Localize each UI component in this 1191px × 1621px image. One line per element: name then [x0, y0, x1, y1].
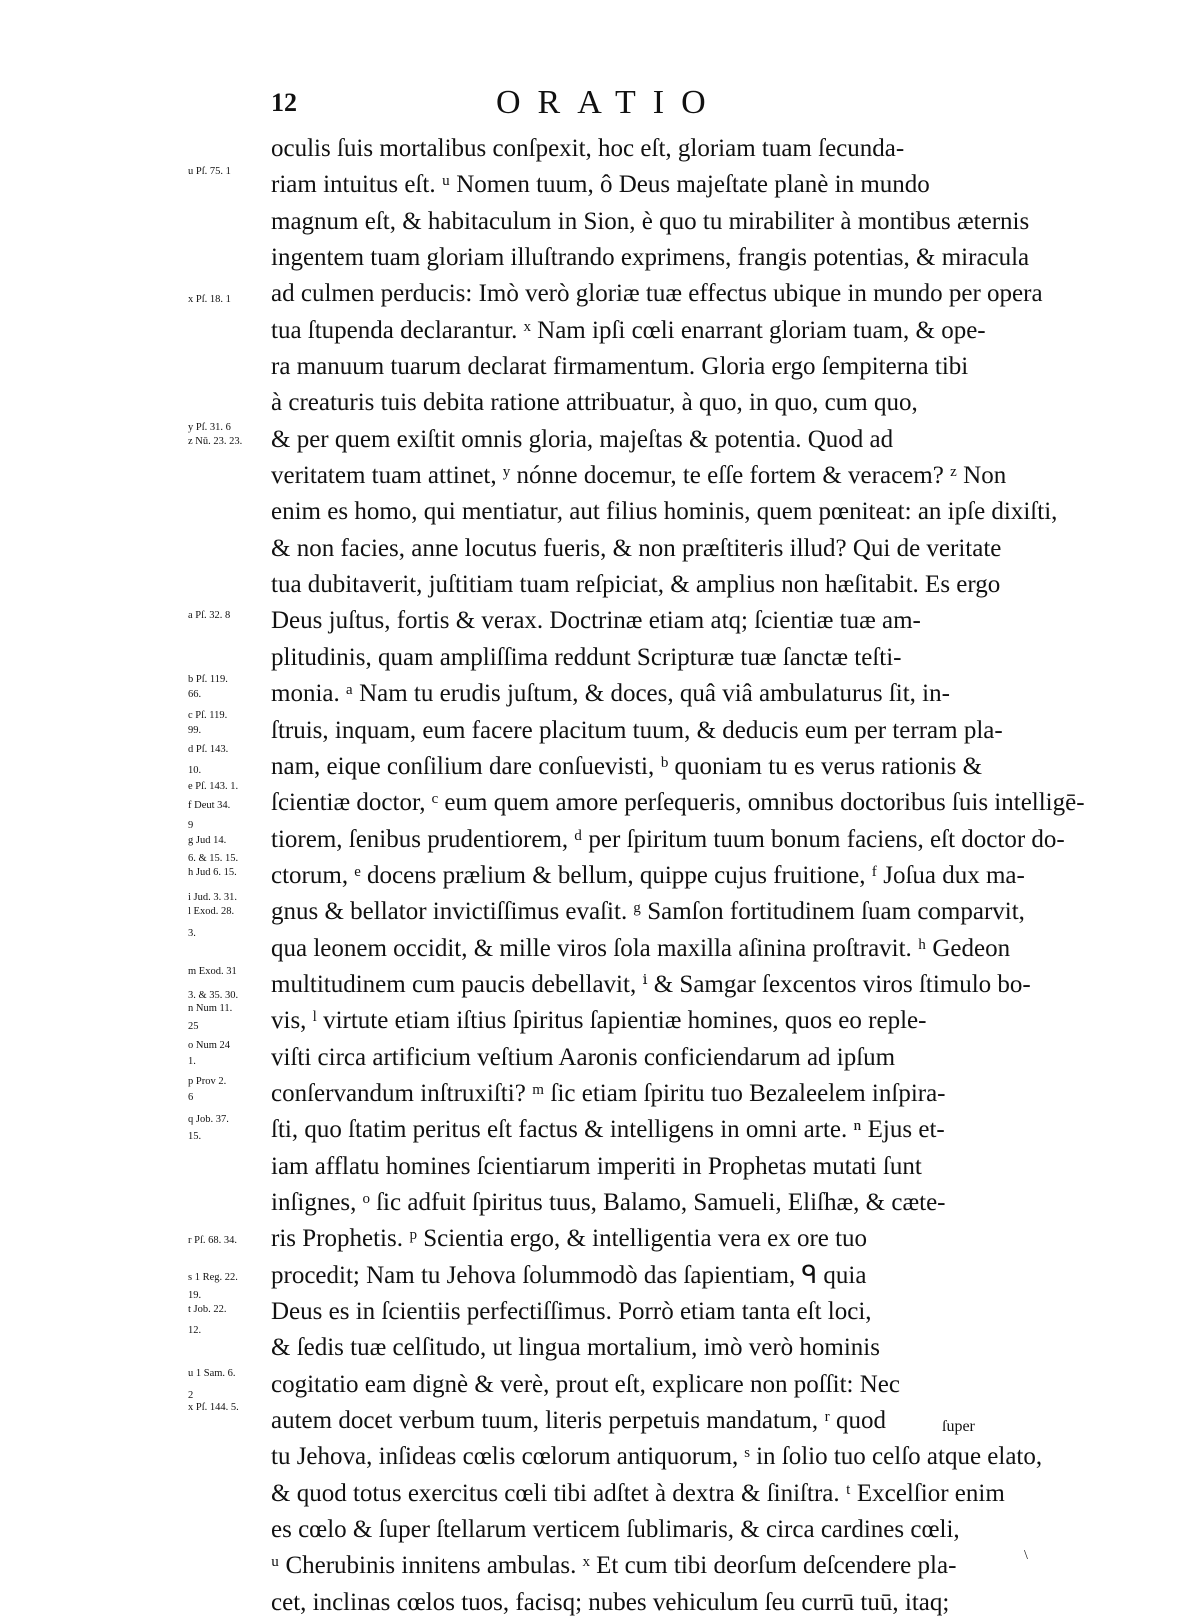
marginal-note: f Deut 34. [188, 800, 231, 811]
text-line: es cœlo & ſuper ſtellarum verticem ſublimaris, & circa cardines cœli, [271, 1516, 960, 1544]
text-line: magnum eſt, & habitaculum in Sion, è quo tu mirabiliter à montibus æternis [271, 207, 1030, 235]
text-line: nam, eique conſilium dare conſuevisti, ᵇ quoniam tu es verus rationis & [271, 752, 983, 780]
marginal-note: b Pſ. 119. [188, 674, 228, 685]
marginal-note: 2 [188, 1390, 194, 1401]
marginal-note: l Exod. 28. [188, 906, 235, 917]
marginal-note: a Pſ. 32. 8 [188, 610, 231, 621]
marginal-note: z Nū. 23. 23. [188, 436, 243, 447]
marginal-note: h Jud 6. 15. [188, 867, 237, 878]
text-line: ᵘ Cherubinis innitens ambulas. ˣ Et cum tibi deorſum deſcendere pla- [271, 1552, 957, 1580]
marginal-note: 9 [188, 820, 194, 831]
text-line: riam intuitus eſt. ᵘ Nomen tuum, ô Deus majeſtate planè in mundo [271, 171, 930, 199]
text-line: & per quem exiſtit omnis gloria, majeſtas & potentia. Quod ad [271, 425, 894, 453]
text-line: procedit; Nam tu Jehova ſolummodò das ſapientiam, ᑫ quia [271, 1261, 867, 1289]
text-line: tua dubitaverit, juſtitiam tuam reſpiciat, & amplius non hæſitabit. Es ergo [271, 571, 1001, 599]
marginal-note: q Job. 37. [188, 1114, 229, 1125]
text-line: ra manuum tuarum declarat firmamentum. Gloria ergo ſempiterna tibi [271, 353, 969, 381]
main-text [271, 131, 1085, 1621]
text-line: cogitatio eam dignè & verè, prout eſt, explicare non poſſit: Nec [271, 1370, 900, 1398]
marginal-note: 10. [188, 765, 202, 776]
marginal-note: x Pſ. 144. 5. [188, 1402, 239, 1413]
marginal-note: p Prov 2. [188, 1076, 227, 1087]
marginal-note: e Pſ. 143. 1. [188, 781, 239, 792]
marginal-note: 3. [188, 928, 196, 939]
stray-mark: \ [1024, 1548, 1028, 1563]
text-line: iam afflatu homines ſcientiarum imperiti in Prophetas mutati ſunt [271, 1152, 922, 1180]
text-line: monia. ᵃ Nam tu erudis juſtum, & doces, quâ viâ ambulaturus ſit, in- [271, 680, 950, 708]
text-line: inſignes, ᵒ ſic adfuit ſpiritus tuus, Balamo, Samueli, Eliſhæ, & cæte- [271, 1188, 946, 1216]
marginal-note: t Job. 22. [188, 1304, 227, 1315]
text-line: ad culmen perducis: Imò verò gloriæ tuæ effectus ubique in mundo per opera [271, 280, 1043, 308]
marginal-note: y Pſ. 31. 6 [188, 422, 231, 433]
text-line: plitudinis, quam ampliſſima reddunt Scripturæ tuæ ſanctæ teſti- [271, 643, 902, 671]
marginal-note: s 1 Reg. 22. [188, 1272, 238, 1283]
text-line: ris Prophetis. ᵖ Scientia ergo, & intelligentia vera ex ore tuo [271, 1225, 868, 1253]
text-line: ſcientiæ doctor, ᶜ eum quem amore perſequeris, omnibus doctoribus ſuis intelligē- [271, 789, 1085, 817]
text-line: conſervandum inſtruxiſti? ᵐ ſic etiam ſpiritu tuo Bezaleelem inſpira- [271, 1079, 946, 1107]
text-line: autem docet verbum tuum, literis perpetuis mandatum, ʳ quod [271, 1407, 887, 1435]
marginal-note: 66. [188, 689, 202, 700]
text-line: à creaturis tuis debita ratione attribuatur, à quo, in quo, cum quo, [271, 389, 918, 417]
text-line: ſti, quo ſtatim peritus eſt factus & intelligens in omni arte. ⁿ Ejus et- [271, 1116, 945, 1144]
text-line: viſti circa artificium veſtium Aaronis conficiendarum ad ipſum [271, 1043, 896, 1071]
text-line: veritatem tuam attinet, ʸ nónne docemur, te eſſe fortem & veracem? ᶻ Non [271, 462, 1007, 490]
marginal-note: o Num 24 [188, 1040, 230, 1051]
text-line: ctorum, ᵉ docens prælium & bellum, quippe cujus fruitione, ᶠ Joſua dux ma- [271, 861, 1025, 889]
text-line: qua leonem occidit, & mille viros ſola maxilla aſinina proſtravit. ʰ Gedeon [271, 934, 1011, 962]
marginal-note: u Pſ. 75. 1 [188, 166, 231, 177]
marginal-note: g Jud 14. [188, 835, 227, 846]
marginal-note: d Pſ. 143. [188, 744, 229, 755]
text-line: Deus es in ſcientiis perfectiſſimus. Porrò etiam tanta eſt loci, [271, 1298, 872, 1325]
text-line: tu Jehova, inſideas cœlis cœlorum antiquorum, ˢ in ſolio tuo celſo atque elato, [271, 1443, 1043, 1471]
text-line: & non facies, anne locutus fueris, & non præſtiteris illud? Qui de veritate [271, 534, 1002, 562]
text-line: ſtruis, inquam, eum facere placitum tuum, & deducis eum per terram pla- [271, 716, 1003, 744]
text-line: multitudinem cum paucis debellavit, ⁱ & Samgar ſexcentos viros ſtimulo bo- [271, 970, 1031, 998]
marginal-note: i Jud. 3. 31. [188, 892, 238, 903]
marginal-note: 25 [188, 1021, 199, 1032]
catchword: ſuper [942, 1418, 975, 1435]
text-line: ingentem tuam gloriam illuſtrando exprimens, frangis potentias, & miracula [271, 244, 1030, 272]
text-line: tua ſtupenda declarantur. ˣ Nam ipſi cœli enarrant gloriam tuam, & ope- [271, 316, 986, 344]
text-line: enim es homo, qui mentiatur, aut filius hominis, quem pœniteat: an ipſe dixiſti, [271, 498, 1058, 526]
marginal-note: u 1 Sam. 6. [188, 1368, 236, 1379]
text-line: & quod totus exercitus cœli tibi adſtet à dextra & ſiniſtra. ᵗ Excelſior enim [271, 1479, 1005, 1507]
marginal-note: n Num 11. [188, 1003, 233, 1014]
text-line: cet, inclinas cœlos tuos, facisq; nubes vehiculum ſeu currū tuū, itaq; [271, 1588, 950, 1616]
marginal-note: 6 [188, 1092, 194, 1103]
marginal-note: 12. [188, 1325, 202, 1336]
marginal-note: r Pſ. 68. 34. [188, 1235, 238, 1246]
page-number: 12 [271, 88, 297, 117]
marginal-note: c Pſ. 119. [188, 710, 228, 721]
text-line: oculis ſuis mortalibus conſpexit, hoc eſt, gloriam tuam ſecunda- [271, 135, 905, 162]
text-line: tiorem, ſenibus prudentiorem, ᵈ per ſpiritum tuum bonum faciens, eſt doctor do- [271, 825, 1065, 853]
text-line: Deus juſtus, fortis & verax. Doctrinæ etiam atq; ſcientiæ tuæ am- [271, 607, 921, 635]
marginal-note: 19. [188, 1290, 202, 1301]
marginal-note: 3. & 35. 30. [188, 990, 239, 1001]
marginal-note: 15. [188, 1131, 202, 1142]
text-line: gnus & bellator invictiſſimus evaſit. ᵍ Samſon fortitudinem ſuam comparvit, [271, 898, 1025, 926]
marginal-note: 1. [188, 1056, 196, 1067]
marginal-note: 99. [188, 725, 202, 736]
running-title: ORATIO [496, 84, 723, 121]
marginal-note: x Pſ. 18. 1 [188, 294, 231, 305]
text-line: vis, ˡ virtute etiam iſtius ſpiritus ſapientiæ homines, quos eo reple- [271, 1007, 927, 1035]
text-line: & ſedis tuæ celſitudo, ut lingua mortalium, imò verò hominis [271, 1334, 880, 1362]
marginal-note: 6. & 15. 15. [188, 853, 239, 864]
marginal-note: m Exod. 31 [188, 966, 237, 977]
